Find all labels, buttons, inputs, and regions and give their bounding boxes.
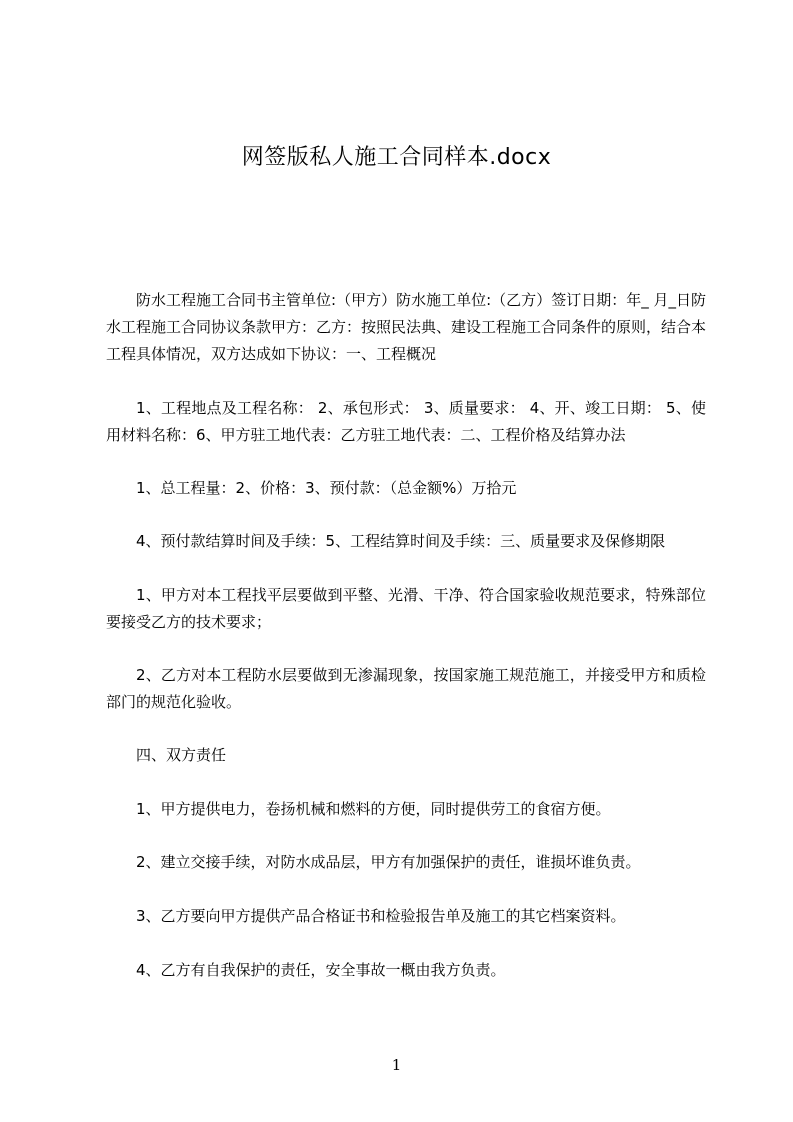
- paragraph-responsibility-3: 3、乙方要向甲方提供产品合格证书和检验报告单及施工的其它档案资料。: [136, 907, 626, 925]
- page-number: 1: [391, 1056, 402, 1074]
- document-title: 网签版私人施工合同样本.docx: [241, 145, 552, 170]
- paragraph-quality-2: 2、乙方对本工程防水层要做到无渗漏现象，按国家施工规范施工，并接受甲方和质检部门的规范化验收。: [106, 666, 706, 711]
- paragraph-project-overview: 1、工程地点及工程名称： 2、承包形式： 3、质量要求： 4、开、竣工日期： 5、使用材料名称：6、甲方驻工地代表：乙方驻工地代表：二、工程价格及结算办法: [106, 399, 706, 444]
- paragraph-price: 1、总工程量：2、价格：3、预付款：（总金额%）万拾元: [136, 479, 517, 497]
- paragraph-settlement: 4、预付款结算时间及手续：5、工程结算时间及手续：三、质量要求及保修期限: [136, 532, 666, 550]
- section-heading-responsibilities: 四、双方责任: [136, 746, 227, 764]
- paragraph-contract-intro: 防水工程施工合同书主管单位:（甲方）防水施工单位:（乙方）签订日期：年_ 月_日防水工程施工合同协议条款甲方：乙方：按照民法典、建设工程施工合同条件的原则，结合本工程具体情况，双方达成如下协议：一、工程概况: [106, 291, 707, 363]
- paragraph-responsibility-1: 1、甲方提供电力，卷扬机械和燃料的方便，同时提供劳工的食宿方便。: [136, 800, 611, 818]
- paragraph-responsibility-2: 2、建立交接手续，对防水成品层，甲方有加强保护的责任，谁损坏谁负责。: [136, 853, 641, 871]
- paragraph-responsibility-4: 4、乙方有自我保护的责任，安全事故一概由我方负责。: [136, 961, 506, 979]
- paragraph-quality-1: 1、甲方对本工程找平层要做到平整、光滑、干净、符合国家验收规范要求，特殊部位要接受乙方的技术要求；: [106, 586, 706, 631]
